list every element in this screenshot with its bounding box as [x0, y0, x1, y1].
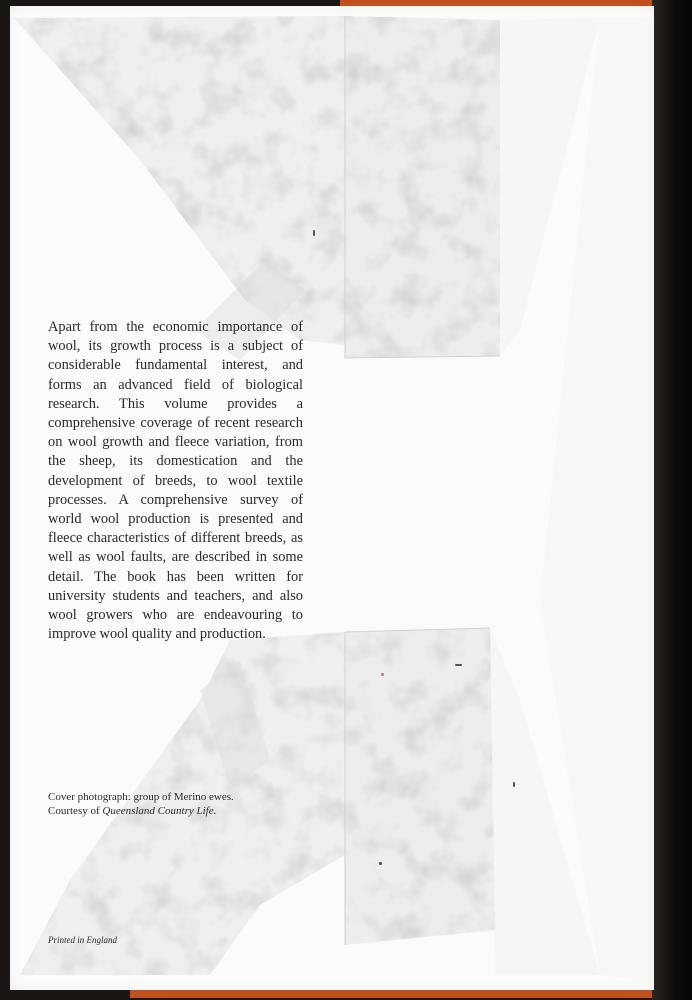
- cover-credit-line2: [48, 804, 348, 818]
- paper-fleck: [381, 673, 384, 676]
- cover-photo-credit: [48, 790, 348, 818]
- tape-top-group: [14, 16, 600, 360]
- printed-in-label: Printed in England: [48, 935, 117, 945]
- cover-credit-source: Queensland Country Life.: [102, 805, 217, 817]
- paper-fleck: [379, 862, 382, 865]
- paper-fleck: [313, 230, 315, 236]
- paper-fleck: [455, 664, 462, 666]
- paper-fleck: [513, 782, 515, 787]
- cover-credit-line1: Cover photograph: group of Merino ewes.: [48, 791, 234, 803]
- cover-credit-prefix: Courtesy of: [48, 805, 103, 817]
- jacket-blurb: Apart from the economic importance of wool, its growth process is a subject of considerable fundamental interest, and forms an advanced field of biological research. This volume provides a comprehensive coverage of recent research on wool growth and fleece variation, from the sheep, its domestication and the development of breeds, to wool textile processes. A comprehensive survey of world wool production is presented and fleece characteristics of different breeds, as well as wool faults, are described in some detail. The book has been written for university students and teachers, and also wool growers who are endeavouring to improve wool quality and production.: [48, 319, 303, 643]
